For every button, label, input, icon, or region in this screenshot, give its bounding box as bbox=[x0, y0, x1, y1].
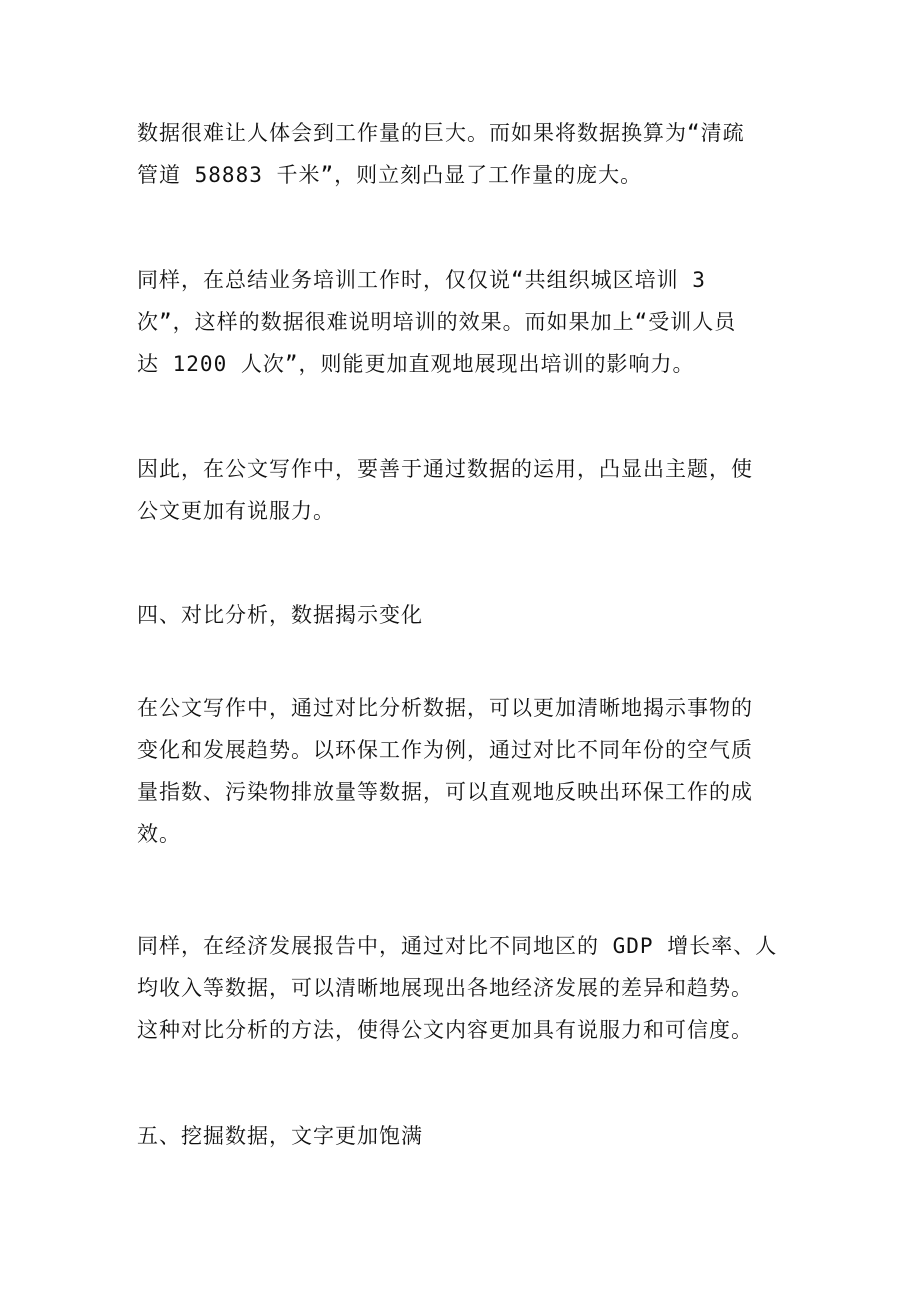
text-line: 公文更加有说服力。 bbox=[137, 499, 335, 523]
section-heading-five bbox=[137, 1115, 797, 1157]
text-line: 管道 58883 千米”，则立刻凸显了工作量的庞大。 bbox=[137, 163, 643, 187]
text-line: 数据很难让人体会到工作量的巨大。而如果将数据换算为“清疏 bbox=[137, 121, 745, 145]
heading-text: 四、对比分析，数据揭示变化 bbox=[137, 603, 423, 627]
heading-text: 五、挖掘数据，文字更加饱满 bbox=[137, 1124, 423, 1148]
paragraph-economy-example bbox=[137, 925, 797, 1051]
text-line: 同样，在总结业务培训工作时，仅仅说“共组织城区培训 3 bbox=[137, 268, 706, 292]
text-line: 这种对比分析的方法，使得公文内容更加具有说服力和可信度。 bbox=[137, 1018, 753, 1042]
paragraph-data-conversion bbox=[137, 112, 797, 196]
text-line: 同样，在经济发展报告中，通过对比不同地区的 GDP 增长率、人 bbox=[137, 934, 778, 958]
paragraph-environment-example bbox=[137, 687, 797, 855]
text-line: 次”，这样的数据很难说明培训的效果。而如果加上“受训人员 bbox=[137, 310, 737, 334]
section-heading-four bbox=[137, 594, 797, 636]
text-line: 达 1200 人次”，则能更加直观地展现出培训的影响力。 bbox=[137, 352, 695, 376]
text-line: 变化和发展趋势。以环保工作为例，通过对比不同年份的空气质 bbox=[137, 738, 753, 762]
text-line: 在公文写作中，通过对比分析数据，可以更加清晰地揭示事物的 bbox=[137, 696, 753, 720]
text-line: 效。 bbox=[137, 822, 181, 846]
paragraph-training-example bbox=[137, 259, 797, 385]
text-line: 因此，在公文写作中，要善于通过数据的运用，凸显出主题，使 bbox=[137, 457, 753, 481]
text-line: 均收入等数据，可以清晰地展现出各地经济发展的差异和趋势。 bbox=[137, 976, 753, 1000]
text-line: 量指数、污染物排放量等数据，可以直观地反映出环保工作的成 bbox=[137, 780, 753, 804]
paragraph-conclusion bbox=[137, 448, 797, 532]
